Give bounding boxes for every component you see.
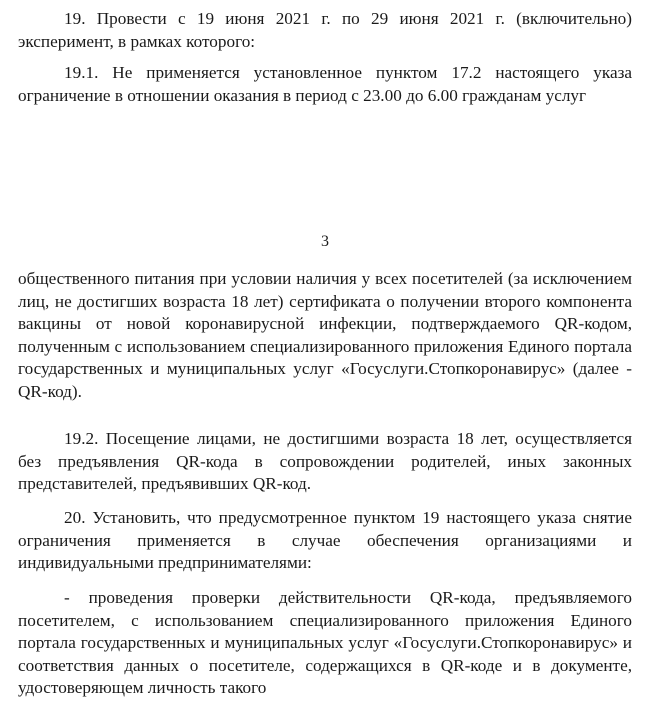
- page-number: 3: [321, 233, 329, 250]
- paragraph-20: 20. Установить, что предусмотренное пунктом 19 настоящего указа снятие ограничения применяется в случае обеспечения организациями и индивидуальными предпринимателями:: [18, 508, 632, 573]
- paragraph-19-1-continued: общественного питания при условии наличия у всех посетителей (за исключением лиц, не достигших возраста 18 лет) сертификата о получении второго компонента вакцины от новой коронавирусной инфекции, подтверждаемого QR-кодом, полученным с использованием специализированного приложения Единого портала государственных и муниципальных услуг «Госуслуги.Стопкоронавирус» (далее - QR-код).: [18, 269, 632, 401]
- paragraph-19-2: 19.2. Посещение лицами, не достигшими возраста 18 лет, осуществляется без предъявления QR-кода в сопровождении родителей, иных законных представителей, предъявивших QR-код.: [18, 429, 632, 494]
- paragraph-19: 19. Провести с 19 июня 2021 г. по 29 июня 2021 г. (включительно) эксперимент, в рамках которого:: [18, 9, 632, 51]
- paragraph-20-item: - проведения проверки действительности QR-кода, предъявляемого посетителем, с использованием специализированного приложения Единого портала государственных и муниципальных услуг «Госуслуги.Стопкоронавирус» и соответствия данных о посетителе, содержащихся в QR-коде и в документе, удостоверяющем личность такого: [18, 588, 632, 698]
- paragraph-19-1: 19.1. Не применяется установленное пунктом 17.2 настоящего указа ограничение в отношении оказания в период с 23.00 до 6.00 гражданам услуг: [18, 63, 632, 105]
